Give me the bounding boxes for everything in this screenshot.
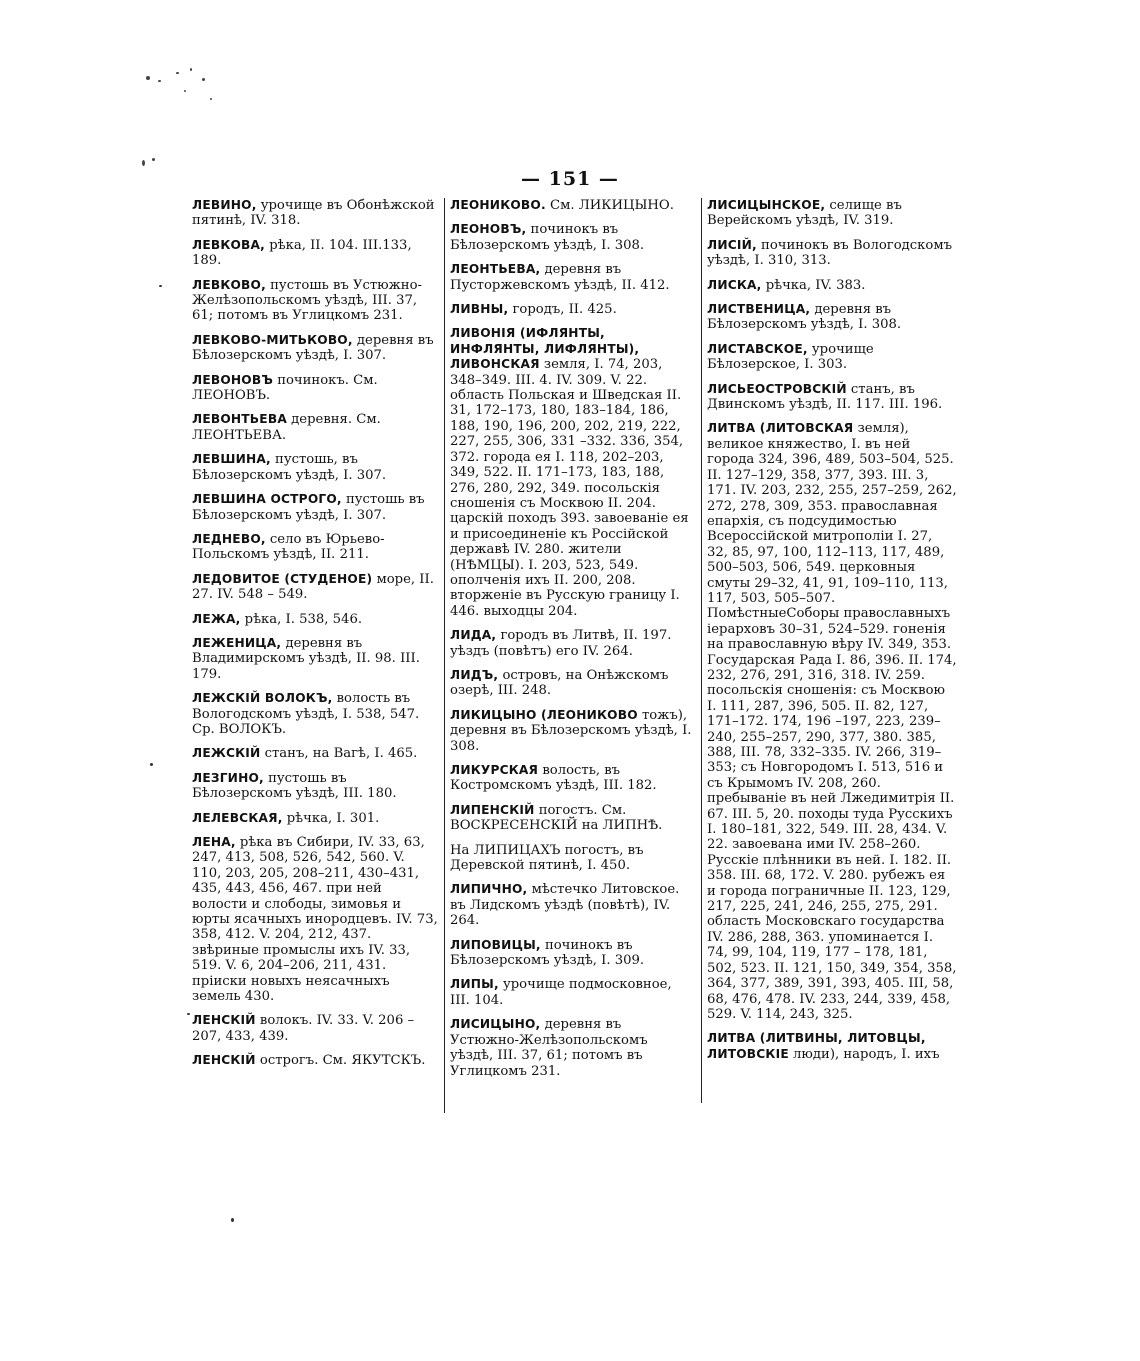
index-entry (192, 412, 438, 443)
entry-headword: ЛЕДОВИТОЕ (СТУДЕНОЕ) (192, 571, 373, 586)
entry-text: починокъ въ Бѣлозерскомъ уѣздѣ, I. 309. (450, 937, 645, 969)
index-entry (192, 691, 438, 737)
entry-text: станъ, въ Двинскомъ уѣздѣ, II. 117. III. 196. (707, 381, 943, 413)
entry-headword: ЛЕЖСКІЙ ВОЛОКЪ, (192, 691, 333, 706)
entry-text: люди), народъ, I. ихъ (788, 1046, 940, 1062)
column-divider (444, 198, 445, 1113)
entry-text: море, II. 27. IV. 548 – 549. (192, 571, 434, 603)
entry-text: починокъ въ Бѣлозерскомъ уѣздѣ, I. 308. (450, 222, 645, 253)
entry-headword: ЛЕВКОВА, (192, 237, 266, 252)
index-entry (192, 835, 438, 1004)
index-entry (707, 1031, 957, 1062)
entry-text: волость въ Вологодскомъ уѣздѣ, I. 538, 547. Ср. ВОЛОКЪ. (192, 691, 420, 737)
index-entry (450, 708, 694, 754)
column-2 (450, 198, 694, 1138)
scan-speck (231, 1218, 234, 1222)
entry-text: деревня въ Бѣлозерскомъ уѣздѣ, I. 307. (192, 332, 434, 364)
index-entry (192, 278, 438, 324)
index-entry (450, 262, 694, 293)
entry-text: пустошь въ Бѣлозерскомъ уѣздѣ, I. 307. (192, 492, 425, 523)
index-entry (192, 238, 438, 269)
entry-headword: ЛИСЬЕОСТРОВСКІЙ (707, 381, 847, 396)
index-entry (707, 278, 957, 293)
entry-text: городъ въ Литвѣ, II. 197. уѣздъ (повѣтъ) его IV. 264. (450, 628, 672, 659)
column-1 (192, 198, 438, 1138)
entry-headword: ЛЕВОНТЬЕВА (192, 412, 287, 427)
entry-headword: ЛЕВКОВО-МИТЬКОВО, (192, 332, 353, 347)
index-entry (450, 326, 694, 619)
entry-text: рѣка въ Сибири, IV. 33, 63, 247, 413, 508, 526, 542, 560. V. 110, 203, 205, 208–211, 430–431, 435, 443, 456, 467. при ней волости и слободы, зимовья и юрты ясачныхъ инородцевъ. IV. 73, 358, 412. V. 204, 212, 437. звѣриные промыслы ихъ IV. 33, 519. V. 6, 204–206, 211, 431. пріиски новыхъ неясачныхъ земель 430. (192, 835, 438, 1005)
index-entry (707, 198, 957, 229)
entry-text: деревня въ Бѣлозерскомъ уѣздѣ, I. 308. (707, 302, 902, 333)
entry-text: погостъ. См. ВОСКРЕСЕНСКІЙ на ЛИПНѢ. (450, 802, 663, 834)
entry-headword: ЛИДЪ, (450, 667, 499, 682)
entry-headword: ЛИСИЦЫНСКОЕ, (707, 198, 826, 212)
entry-headword: ЛИТВА (ЛИТОВСКАЯ (707, 421, 854, 436)
entry-headword: ЛИДА, (450, 628, 497, 643)
index-entry (192, 373, 438, 404)
entry-text: рѣка, I. 538, 546. (240, 611, 363, 627)
index-entry (450, 843, 694, 874)
entry-text: тожъ), деревня въ Бѣлозерскомъ уѣздѣ, I. 308. (450, 707, 692, 754)
index-entry (450, 803, 694, 834)
entry-text: городъ, II. 425. (508, 302, 617, 318)
entry-headword: ЛИСИЦЫНО, (450, 1017, 541, 1032)
entry-headword: ЛИПИЧНО, (450, 882, 528, 897)
entry-headword: ЛИСТАВСКОЕ, (707, 341, 808, 356)
entry-headword: ЛЕЖСКІЙ (192, 746, 261, 761)
entry-headword: ЛЕВШИНА, (192, 452, 271, 467)
entry-headword: ЛЕНСКІЙ (192, 1013, 256, 1028)
entry-text: пустошь въ Устюжно-Желѣзопольскомъ уѣздѣ, III. 37, 61; потомъ въ Углицкомъ 231. (192, 277, 422, 324)
entry-headword: ЛЕОНОВЪ, (450, 222, 527, 237)
index-entry (450, 628, 694, 659)
entry-headword: ЛИСКА, (707, 277, 762, 292)
entry-headword: ЛЕВОНОВЪ (192, 372, 273, 387)
entry-text: деревня. См. ЛЕОНТЬЕВА. (192, 412, 381, 443)
entry-text: земля), великое княжество, I. въ ней города 324, 396, 489, 503–504, 525. II. 127–129, 358, 377, 393. III. 3, 171. IV. 203, 232, 255, 257–259, 262, 272, 278, 309, 353. православная епархія, съ подсудимостью Всероссійской митрополіи I. 27, 32, 85, 97, 100, 112–113, 117, 489, 500–503, 506, 549. церковныя смуты 29–32, 41, 91, 109–110, 113, 117, 503, 505–507. ПомѣстныеСоборы православныхъ іерарховъ 30–31, 524–529. гоненія на православную вѣру IV. 349, 353. Государская Рада I. 86, 396. II. 174, 232, 276, 291, 316, 318. IV. 259. посольскія сношенія: съ Москвою I. 111, 287, 396, 505. II. 82, 127, 171–172. 174, 196 –197, 223, 239–240, 255–257, 290, 377, 380. 385, 388, III. 78, 332–335. IV. 266, 319–353; съ Новгородомъ I. 513, 516 и съ Крымомъ IV. 208, 260. пребываніе въ ней Лжедимитрія II. 67. III. 5, 20. походы туда Русскихъ I. 180–181, 322, 549. III. 28, 434. V. 22. завоевана ими IV. 258–260. Русскіе плѣнники въ ней. I. 182. II. 358. III. 68, 172. V. 280. рубежъ ея и города пограничные II. 123, 129, 217, 225, 241, 246, 255, 275, 291. область Московскаго государства IV. 286, 288, 363. упоминается I. 74, 99, 104, 119, 177 – 178, 181, 502, 523. II. 121, 150, 349, 354, 358, 364, 377, 389, 391, 393, 405. III, 58, 68, 476, 478. IV. 233, 244, 339, 458, 529. V. 114, 243, 325. (707, 421, 957, 1022)
entry-headword: ЛИВНЫ, (450, 302, 509, 317)
index-entry (450, 198, 694, 213)
entry-text: урочище подмосковное, III. 104. (450, 977, 672, 1008)
entry-text: волость, въ Костромскомъ уѣздѣ, III. 182. (450, 763, 657, 794)
entry-text: урочище Бѣлозерское, I. 303. (707, 341, 874, 373)
entry-text: волокъ. IV. 33. V. 206 – 207, 433, 439. (192, 1013, 415, 1044)
entry-text: мѣстечко Литовское. въ Лидскомъ уѣздѣ (повѣтѣ), IV. 264. (450, 882, 680, 929)
index-entry (192, 452, 438, 483)
entry-text: деревня въ Пусторжевскомъ уѣздѣ, II. 412. (450, 262, 670, 293)
entry-text: рѣчка, IV. 383. (761, 277, 866, 293)
entry-headword: ЛИВОНІЯ (ИФЛЯНТЫ, ИНФЛЯНТЫ, ЛИФЛЯНТЫ), ЛИВОНСКАЯ (450, 326, 640, 372)
entry-text: урочище въ Обонѣжской пятинѣ, IV. 318. (192, 198, 435, 229)
entry-text: село въ Юрьево-Польскомъ уѣздѣ, II. 211. (192, 531, 385, 563)
index-entry (192, 198, 438, 229)
entry-text: деревня въ Устюжно-Желѣзопольскомъ уѣздѣ, III. 37, 61; потомъ въ Углицкомъ 231. (450, 1017, 648, 1079)
index-entry (450, 302, 694, 317)
entry-headword: ЛИКУРСКАЯ (450, 763, 539, 777)
entry-text: рѣчка, I. 301. (282, 810, 380, 826)
index-entry (192, 572, 438, 603)
entry-headword: ЛИПОВИЦЫ, (450, 937, 541, 952)
entry-text: На ЛИПИЦАХЪ погостъ, въ Деревской пятинѣ, I. 450. (450, 842, 644, 874)
entry-text: починокъ въ Вологодскомъ уѣздѣ, I. 310, 313. (707, 237, 952, 269)
column-3 (707, 198, 957, 1138)
entry-headword: ЛЕЖА, (192, 611, 241, 626)
entry-headword: ЛЕНА, (192, 835, 236, 849)
index-columns (192, 198, 962, 1138)
scan-speck (150, 763, 153, 766)
index-entry (450, 882, 694, 928)
index-entry (450, 1017, 694, 1079)
entry-text: деревня въ Владимирскомъ уѣздѣ, II. 98. III. 179. (192, 635, 420, 682)
entry-headword: ЛЕВШИНА ОСТРОГО, (192, 492, 342, 507)
entry-text: селище въ Верейскомъ уѣздѣ, IV. 319. (707, 198, 902, 229)
entry-headword: ЛИТВА (ЛИТВИНЫ, ЛИТОВЦЫ, ЛИТОВСКІЕ (707, 1031, 926, 1061)
index-entry (450, 977, 694, 1008)
scan-speck (159, 285, 162, 287)
index-entry (450, 668, 694, 699)
entry-text: станъ, на Вагѣ, I. 465. (260, 746, 418, 762)
entry-text: пустошь въ Бѣлозерскомъ уѣздѣ, III. 180. (192, 770, 397, 802)
entry-headword: ЛЕВКОВО, (192, 277, 266, 292)
index-entry (707, 382, 957, 413)
index-entry (707, 342, 957, 373)
index-entry (192, 636, 438, 682)
index-entry (707, 238, 957, 269)
entry-headword: ЛИСІЙ, (707, 237, 757, 252)
index-entry (192, 333, 438, 364)
index-entry (450, 763, 694, 794)
page-number: — 151 — (521, 168, 619, 190)
entry-headword: ЛЕЛЕВСКАЯ, (192, 810, 283, 825)
column-divider (701, 198, 702, 1103)
index-entry (450, 938, 694, 969)
entry-text: земля, I. 74, 203, 348–349. III. 4. IV. 309. V. 22. область Польская и Шведская II. 31, 172–173, 180, 183–184, 186, 188, 190, 196, 200, 202, 219, 222, 227, 255, 306, 331 –332. 336, 354, 372. города ея I. 118, 202–203, 349, 522. II. 171–173, 183, 188, 276, 280, 292, 349. посольскія сношенія съ Москвою II. 204. царскій походъ 393. завоеваніе ея и присоединеніе къ Россійской державѣ IV. 280. жители (НѢМЦЫ). I. 203, 523, 549. ополченія ихъ II. 200, 208. вторженіе въ Русскую границу I. 446. выходцы 204. (450, 357, 689, 619)
entry-text: См. ЛИКИЦЫНО. (545, 198, 674, 213)
entry-text: рѣка, II. 104. III.133, 189. (192, 237, 412, 269)
entry-text: починокъ. См. ЛЕОНОВЪ. (192, 372, 378, 404)
index-entry (450, 222, 694, 253)
entry-text: островъ, на Онѣжскомъ озерѣ, III. 248. (450, 667, 669, 699)
entry-text: острогъ. См. ЯКУТСКЪ. (255, 1053, 426, 1069)
scan-speck (187, 1013, 190, 1015)
entry-headword: ЛИПЕНСКІЙ (450, 802, 535, 817)
entry-headword: ЛЕОНИКОВО. (450, 198, 546, 212)
entry-headword: ЛЕВИНО, (192, 198, 257, 212)
entry-headword: ЛИКИЦЫНО (ЛЕОНИКОВО (450, 707, 638, 722)
entry-headword: ЛЕЗГИНО, (192, 770, 264, 785)
entry-headword: ЛЕДНЕВО, (192, 531, 266, 546)
index-entry (192, 1053, 438, 1068)
index-entry (707, 421, 957, 1022)
index-entry (707, 302, 957, 333)
entry-headword: ЛИПЫ, (450, 977, 499, 992)
entry-headword: ЛЕОНТЬЕВА, (450, 262, 541, 277)
index-entry (192, 1013, 438, 1044)
index-entry (192, 746, 438, 761)
index-entry (192, 492, 438, 523)
entry-headword: ЛЕНСКІЙ (192, 1053, 256, 1068)
index-entry (192, 612, 438, 627)
index-entry (192, 532, 438, 563)
entry-headword: ЛЕЖЕНИЦА, (192, 635, 282, 650)
scan-specks (138, 62, 228, 172)
entry-text: пустошь, въ Бѣлозерскомъ уѣздѣ, I. 307. (192, 452, 387, 483)
index-entry (192, 771, 438, 802)
entry-headword: ЛИСТВЕНИЦА, (707, 302, 811, 317)
index-entry (192, 811, 438, 826)
